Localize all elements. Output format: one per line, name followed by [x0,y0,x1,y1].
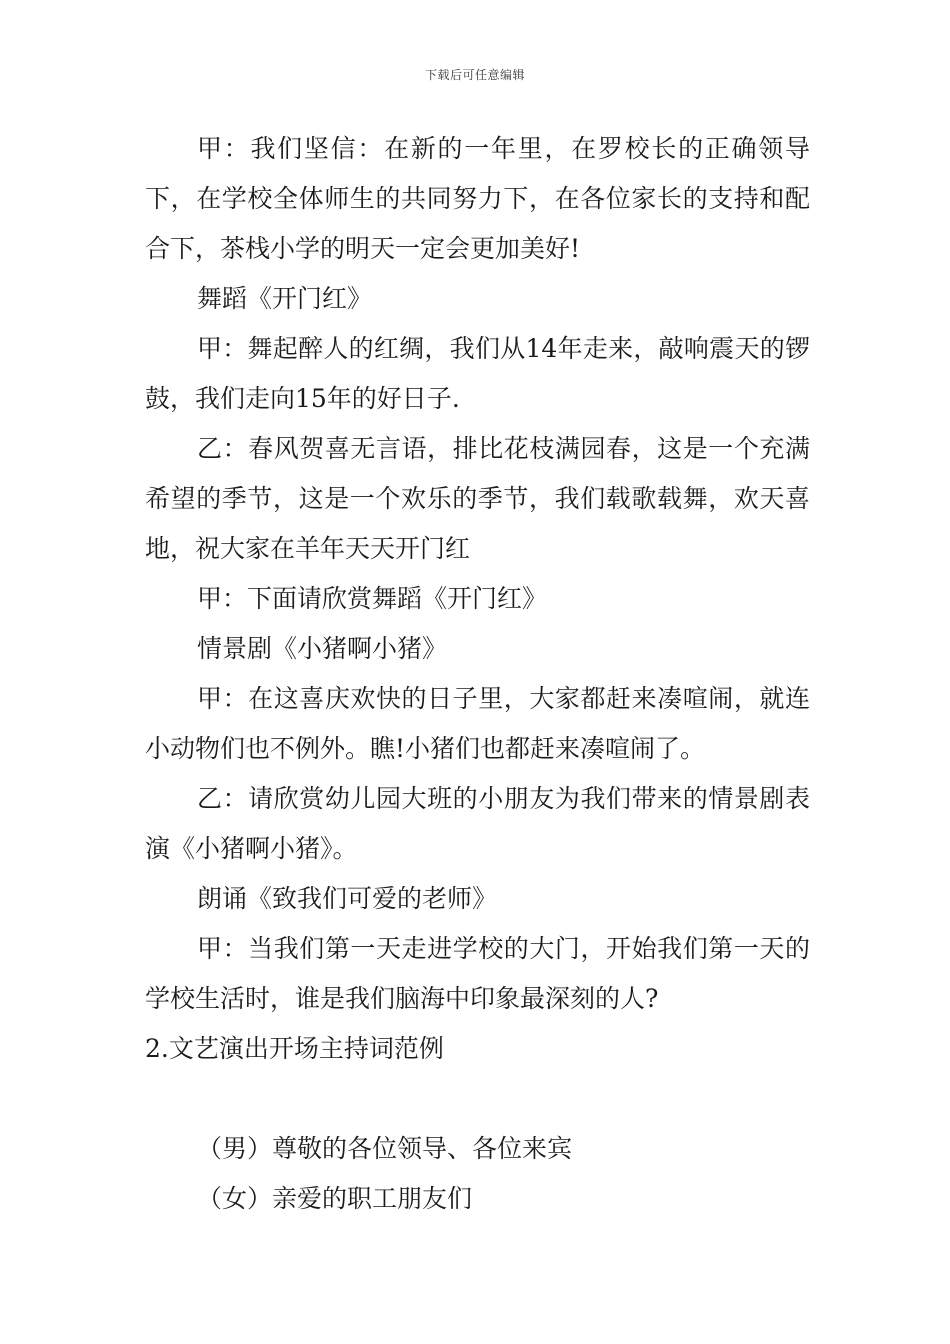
blank-line [145,1074,810,1124]
program-item-skit: 情景剧《小猪啊小猪》 [197,634,448,663]
paragraph-closing-wish: 甲：我们坚信：在新的一年里，在罗校长的正确领导下，在学校全体师生的共同努力下，在各位家长的支持和配合下，茶栈小学的明天一定会更加美好! [145,134,810,263]
section-heading: 2.文艺演出开场主持词范例 [145,1034,444,1063]
paragraph-dance-intro-a: 甲：舞起醉人的红绸，我们从14年走来，敲响震天的锣鼓，我们走向15年的好日子. [145,334,810,413]
paragraph-male-host: （男）尊敬的各位领导、各位来宾 [197,1134,573,1163]
document-body [145,124,810,1224]
page-header: 下载后可任意编辑 [424,68,525,82]
paragraph-female-host: （女）亲爱的职工朋友们 [197,1184,473,1213]
paragraph-dance-intro-b: 乙：春风贺喜无言语，排比花枝满园春，这是一个充满希望的季节，这是一个欢乐的季节，我们载歌载舞，欢天喜地，祝大家在羊年天天开门红 [145,434,810,563]
paragraph-skit-intro-b: 乙：请欣赏幼儿园大班的小朋友为我们带来的情景剧表演《小猪啊小猪》。 [145,784,810,863]
paragraph-recitation-intro: 甲：当我们第一天走进学校的大门，开始我们第一天的学校生活时，谁是我们脑海中印象最深刻的人? [145,934,810,1013]
paragraph-skit-intro-a: 甲：在这喜庆欢快的日子里，大家都赶来凑喧闹，就连小动物们也不例外。瞧!小猪们也都赶来凑喧闹了。 [145,684,810,763]
program-item-dance: 舞蹈《开门红》 [197,284,373,313]
paragraph-dance-announce: 甲：下面请欣赏舞蹈《开门红》 [197,584,548,613]
program-item-recitation: 朗诵《致我们可爱的老师》 [197,884,498,913]
